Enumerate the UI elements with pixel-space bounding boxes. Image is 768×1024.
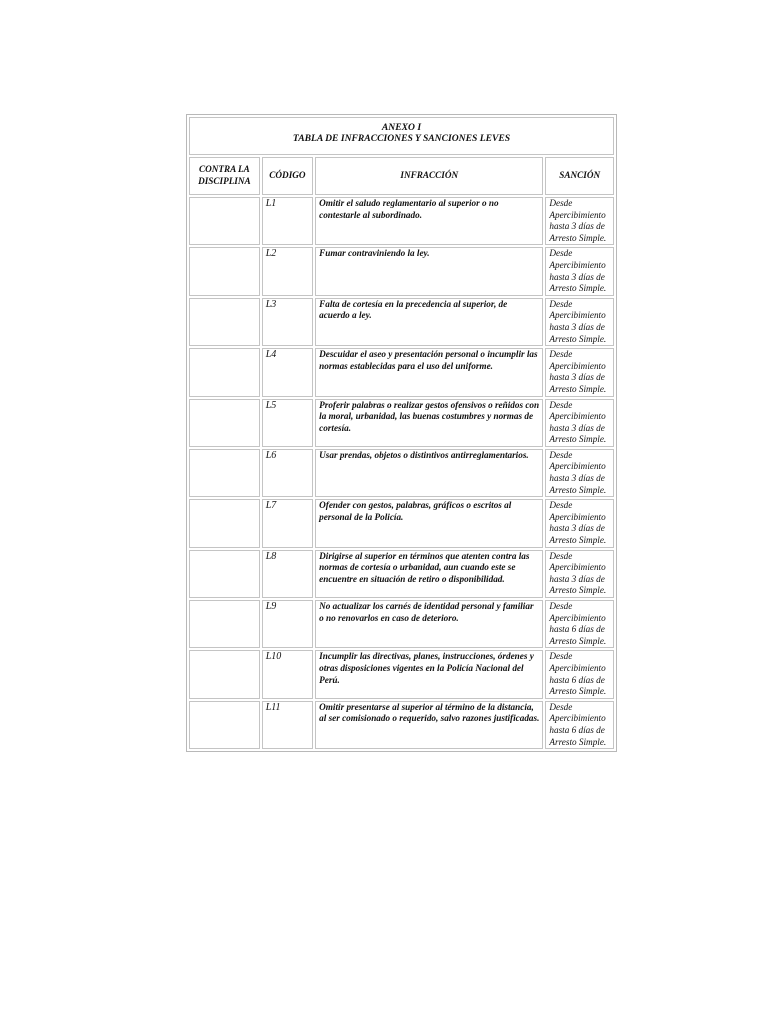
infraction-cell: Dirigirse al superior en términos que atenten contra las normas de cortesía o urbanidad, aun cuando este se encuentre en situación de retiro o disponibilidad. bbox=[315, 550, 543, 598]
category-cell bbox=[189, 197, 260, 245]
sanction-cell: Desde Apercibimiento hasta 3 días de Arresto Simple. bbox=[545, 298, 614, 346]
table-row bbox=[189, 298, 614, 346]
sanction-cell: Desde Apercibimiento hasta 6 días de Arresto Simple. bbox=[545, 650, 614, 698]
table-row bbox=[189, 197, 614, 245]
infraction-cell: Omitir presentarse al superior al término de la distancia, al ser comisionado o requerido, salvo razones justificadas. bbox=[315, 701, 543, 749]
infraction-cell: No actualizar los carnés de identidad personal y familiar o no renovarlos en caso de deterioro. bbox=[315, 600, 543, 648]
infraction-cell: Falta de cortesía en la precedencia al superior, de acuerdo a ley. bbox=[315, 298, 543, 346]
code-cell: L8 bbox=[262, 550, 313, 598]
header-code: CÓDIGO bbox=[262, 157, 313, 195]
code-cell: L10 bbox=[262, 650, 313, 698]
infraction-cell: Fumar contraviniendo la ley. bbox=[315, 247, 543, 295]
sanction-cell: Desde Apercibimiento hasta 3 días de Arresto Simple. bbox=[545, 449, 614, 497]
sanction-cell: Desde Apercibimiento hasta 3 días de Arresto Simple. bbox=[545, 348, 614, 396]
infraction-cell: Proferir palabras o realizar gestos ofensivos o reñidos con la moral, urbanidad, las buenas costumbres y normas de cortesía. bbox=[315, 399, 543, 447]
category-cell bbox=[189, 298, 260, 346]
table-row bbox=[189, 247, 614, 295]
table-row bbox=[189, 550, 614, 598]
category-cell bbox=[189, 650, 260, 698]
category-cell bbox=[189, 701, 260, 749]
sanction-cell: Desde Apercibimiento hasta 3 días de Arresto Simple. bbox=[545, 197, 614, 245]
sanction-cell: Desde Apercibimiento hasta 3 días de Arresto Simple. bbox=[545, 399, 614, 447]
title-box bbox=[189, 117, 614, 155]
table-row bbox=[189, 348, 614, 396]
code-cell: L2 bbox=[262, 247, 313, 295]
sanction-cell: Desde Apercibimiento hasta 3 días de Arresto Simple. bbox=[545, 247, 614, 295]
infraction-cell: Incumplir las directivas, planes, instrucciones, órdenes y otras disposiciones vigentes en la Policía Nacional del Perú. bbox=[315, 650, 543, 698]
category-cell bbox=[189, 449, 260, 497]
header-category: CONTRA LA DISCIPLINA bbox=[189, 157, 260, 195]
category-cell bbox=[189, 600, 260, 648]
table-row bbox=[189, 399, 614, 447]
code-cell: L11 bbox=[262, 701, 313, 749]
table-row bbox=[189, 600, 614, 648]
code-cell: L5 bbox=[262, 399, 313, 447]
category-cell bbox=[189, 399, 260, 447]
table-title: TABLA DE INFRACCIONES Y SANCIONES LEVES bbox=[292, 133, 511, 144]
sanction-cell: Desde Apercibimiento hasta 3 días de Arresto Simple. bbox=[545, 499, 614, 547]
infraction-cell: Usar prendas, objetos o distintivos antirreglamentarios. bbox=[315, 449, 543, 497]
annex-title: ANEXO I bbox=[381, 122, 422, 133]
table-row bbox=[189, 499, 614, 547]
category-cell bbox=[189, 550, 260, 598]
code-cell: L7 bbox=[262, 499, 313, 547]
header-sanction: SANCIÓN bbox=[545, 157, 614, 195]
infraction-cell: Ofender con gestos, palabras, gráficos o escritos al personal de la Policía. bbox=[315, 499, 543, 547]
code-cell: L9 bbox=[262, 600, 313, 648]
infraction-cell: Omitir el saludo reglamentario al superior o no contestarle al subordinado. bbox=[315, 197, 543, 245]
code-cell: L6 bbox=[262, 449, 313, 497]
sanction-cell: Desde Apercibimiento hasta 6 días de Arresto Simple. bbox=[545, 600, 614, 648]
sanction-cell: Desde Apercibimiento hasta 3 días de Arresto Simple. bbox=[545, 550, 614, 598]
table-body bbox=[189, 197, 614, 749]
category-cell bbox=[189, 247, 260, 295]
table-row bbox=[189, 650, 614, 698]
code-cell: L4 bbox=[262, 348, 313, 396]
table-row bbox=[189, 449, 614, 497]
header-infraction: INFRACCIÓN bbox=[315, 157, 543, 195]
sanction-cell: Desde Apercibimiento hasta 6 días de Arresto Simple. bbox=[545, 701, 614, 749]
code-cell: L3 bbox=[262, 298, 313, 346]
category-cell bbox=[189, 499, 260, 547]
category-cell bbox=[189, 348, 260, 396]
annex-document bbox=[186, 114, 617, 752]
code-cell: L1 bbox=[262, 197, 313, 245]
infractions-table bbox=[187, 155, 616, 751]
table-row bbox=[189, 701, 614, 749]
infraction-cell: Descuidar el aseo y presentación personal o incumplir las normas establecidas para el uso del uniforme. bbox=[315, 348, 543, 396]
table-header-row bbox=[189, 157, 614, 195]
